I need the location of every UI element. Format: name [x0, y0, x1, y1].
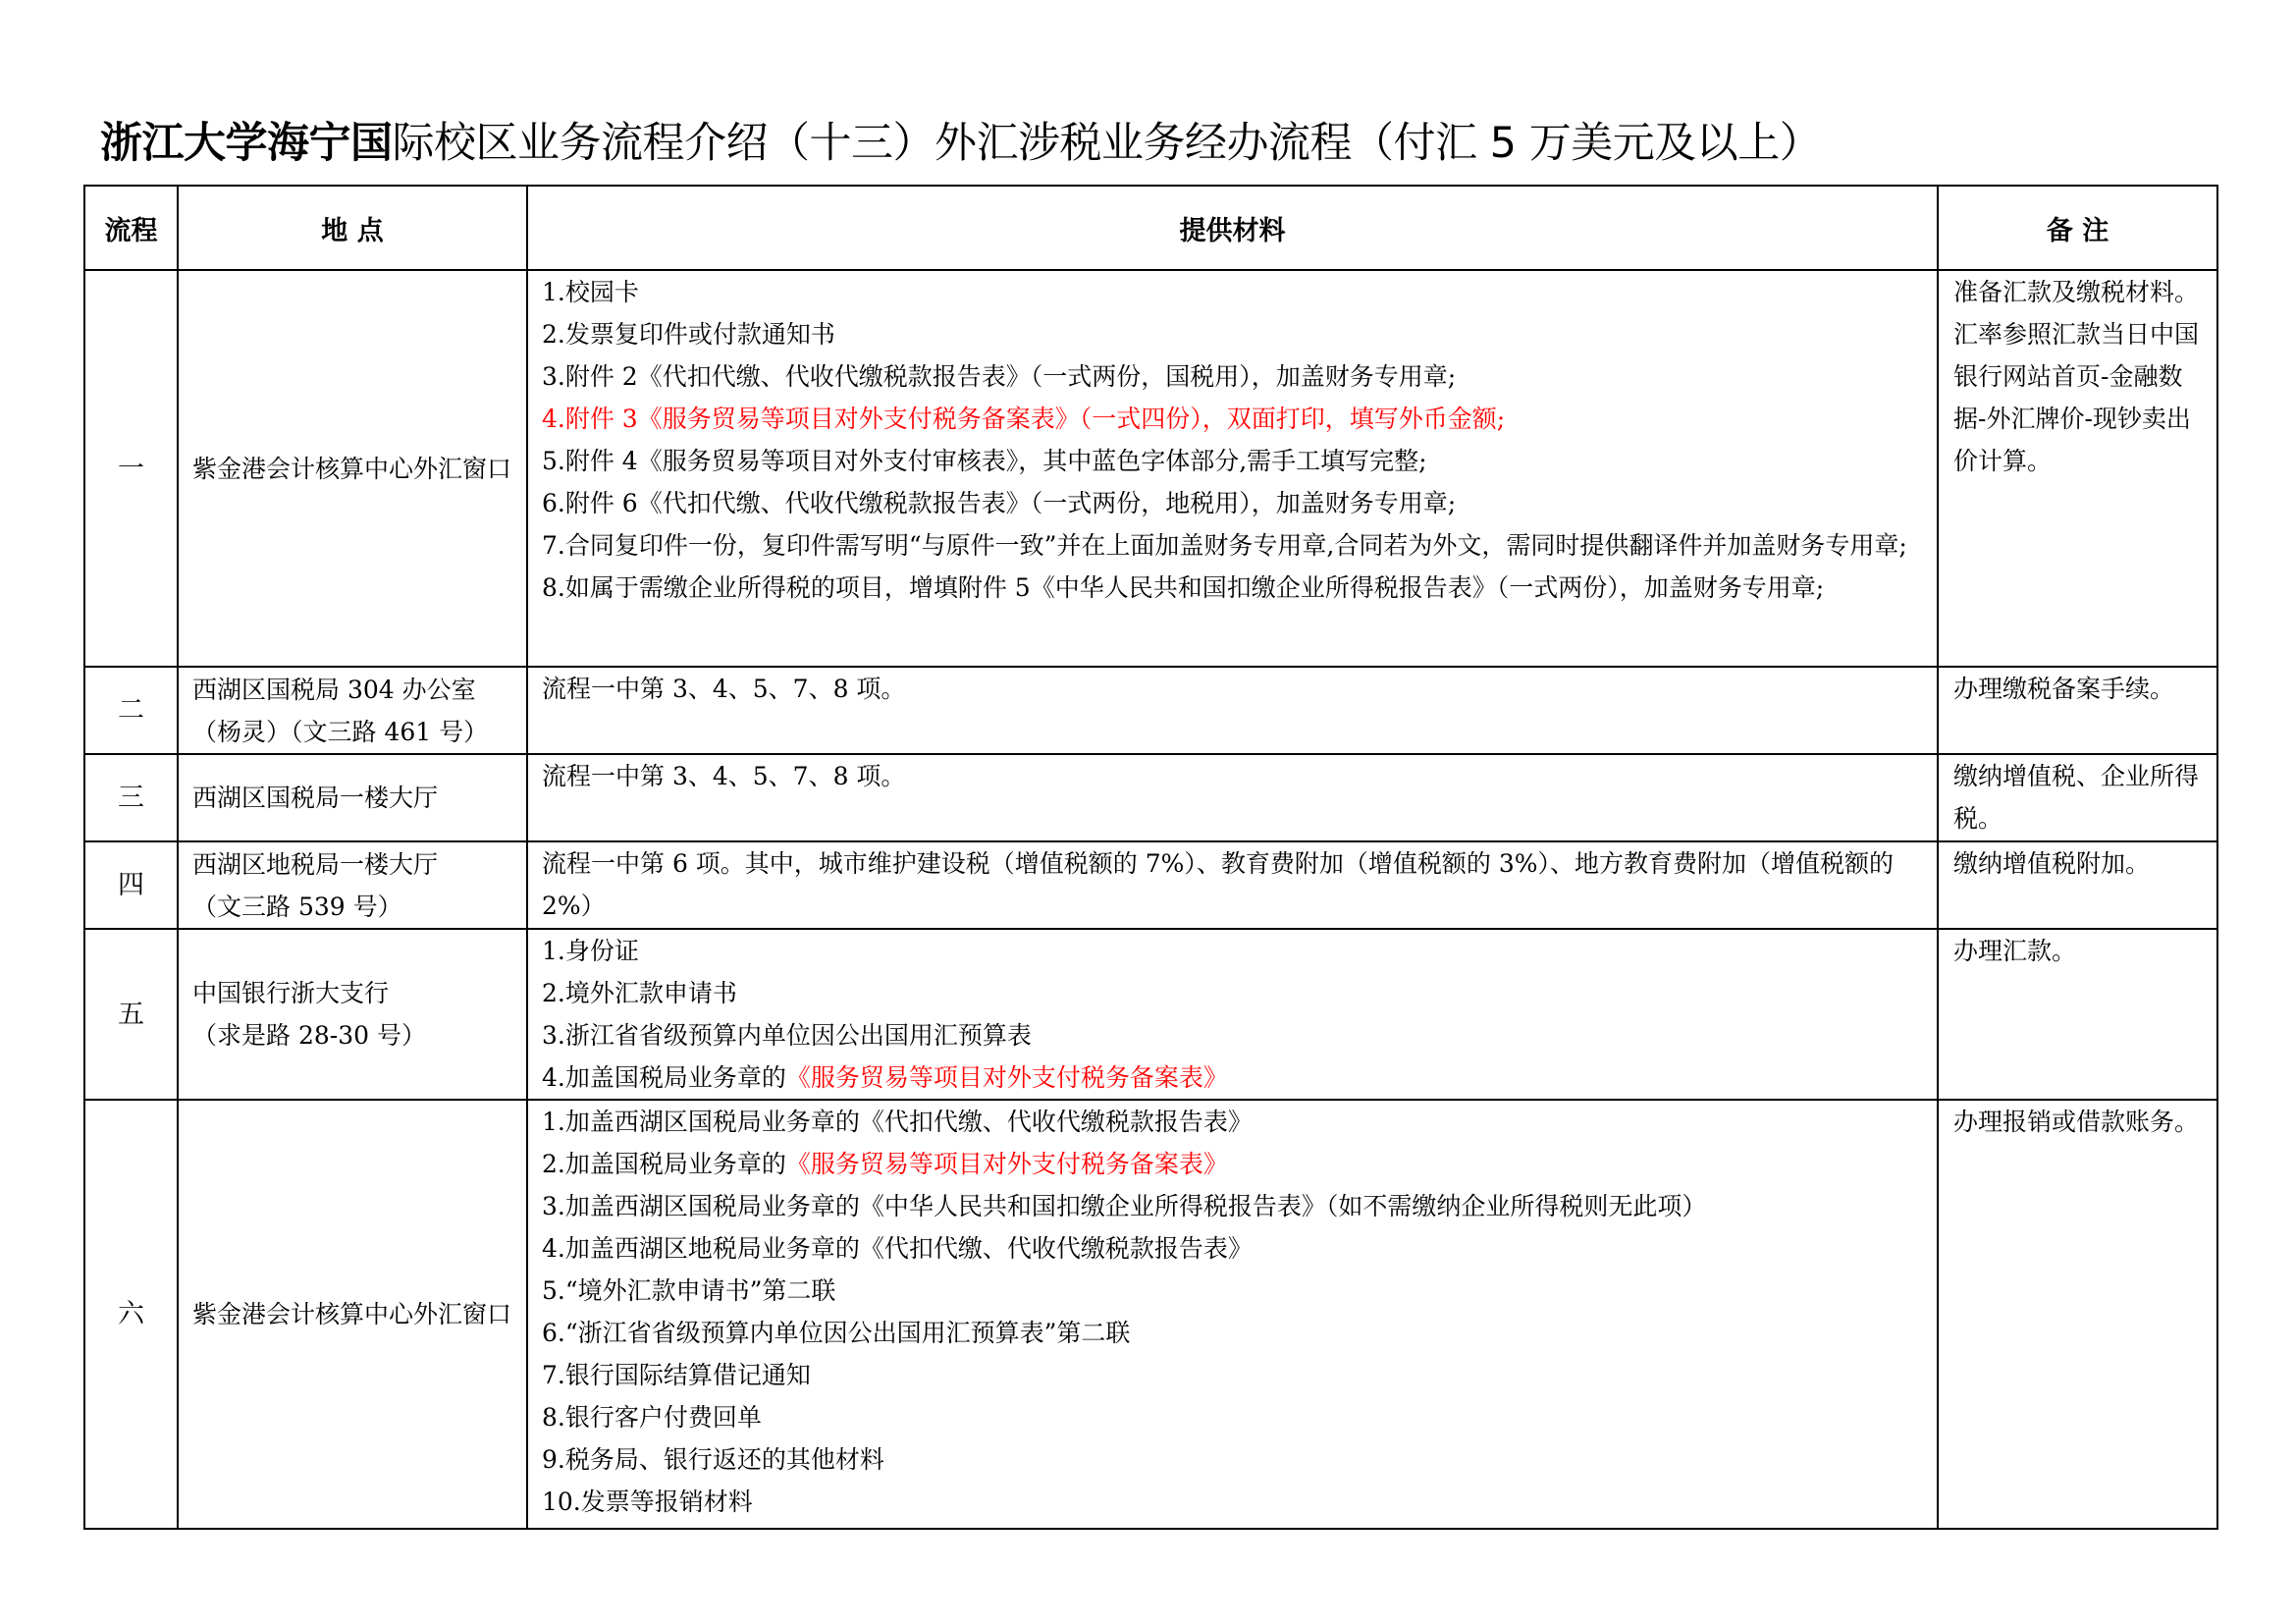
material-item: 7.合同复印件一份，复印件需写明“与原件一致”并在上面加盖财务专用章,合同若为外文，需同时提供翻译件并加盖财务专用章;: [542, 531, 1907, 560]
material-item: 5.附件 4《服务贸易等项目对外支付审核表》，其中蓝色字体部分,需手工填写完整;: [542, 447, 1427, 475]
material-item: 5.“境外汇款申请书”第二联: [542, 1276, 836, 1305]
header-location: 地 点: [178, 186, 527, 270]
location-line: 西湖区国税局 304 办公室: [192, 675, 476, 704]
notes-cell: 办理汇款。: [1938, 929, 2217, 1100]
step-cell: 二: [84, 667, 178, 754]
material-item: 3.加盖西湖区国税局业务章的《中华人民共和国扣缴企业所得税报告表》（如不需缴纳企业所得税则无此项）: [542, 1192, 1707, 1220]
page-title: [100, 114, 1821, 173]
material-item: 3.附件 2《代扣代缴、代收代缴税款报告表》（一式两份，国税用），加盖财务专用章;: [542, 362, 1457, 391]
material-item-prefix: 2.加盖国税局业务章的: [542, 1150, 786, 1178]
table-row: [84, 667, 2217, 754]
table-row: [84, 754, 2217, 841]
material-item: 8.如属于需缴企业所得税的项目，增填附件 5《中华人民共和国扣缴企业所得税报告表》（一式两份），加盖财务专用章;: [542, 573, 1825, 602]
material-item: 1.校园卡: [542, 278, 639, 306]
material-item: 1.身份证: [542, 937, 639, 965]
materials-cell: [527, 1100, 1938, 1529]
materials-cell: [527, 929, 1938, 1100]
material-item: 1.加盖西湖区国税局业务章的《代扣代缴、代收代缴税款报告表》: [542, 1108, 1253, 1136]
location-line: 中国银行浙大支行: [192, 979, 390, 1007]
step-cell: 六: [84, 1100, 178, 1529]
table-row: [84, 270, 2217, 667]
location-cell: [178, 841, 527, 929]
page-title-rest: 际校区业务流程介绍（十三）外汇涉税业务经办流程（付汇 5 万美元及以上）: [392, 119, 1822, 168]
material-item: 2.发票复印件或付款通知书: [542, 320, 835, 349]
step-cell: 五: [84, 929, 178, 1100]
header-materials: 提供材料: [527, 186, 1938, 270]
location-line: （文三路 539 号）: [192, 892, 402, 921]
materials-cell: 流程一中第 3、4、5、7、8 项。: [527, 667, 1938, 754]
location-line: （求是路 28-30 号）: [192, 1021, 426, 1050]
material-item: 7.银行国际结算借记通知: [542, 1361, 811, 1389]
step-cell: 三: [84, 754, 178, 841]
notes-cell: 办理缴税备案手续。: [1938, 667, 2217, 754]
notes-cell: 办理报销或借款账务。: [1938, 1100, 2217, 1529]
material-item-prefix: 4.加盖国税局业务章的: [542, 1063, 786, 1092]
table-header-row: [84, 186, 2217, 270]
material-item-highlighted: 4.附件 3《服务贸易等项目对外支付税务备案表》（一式四份），双面打印，填写外币金额;: [542, 405, 1506, 433]
materials-cell: 流程一中第 6 项。其中，城市维护建设税（增值税额的 7%）、教育费附加（增值税额的 3%）、地方教育费附加（增值税额的 2%）: [527, 841, 1938, 929]
process-table: [83, 185, 2218, 1530]
location-cell: 紫金港会计核算中心外汇窗口: [178, 270, 527, 667]
page-title-bold: 浙江大学海宁国: [100, 119, 393, 168]
step-cell: 四: [84, 841, 178, 929]
materials-cell: [527, 270, 1938, 667]
location-cell: [178, 929, 527, 1100]
location-cell: 紫金港会计核算中心外汇窗口: [178, 1100, 527, 1529]
material-item: [542, 1143, 1931, 1185]
material-item-highlighted: 《服务贸易等项目对外支付税务备案表》: [785, 1063, 1228, 1092]
notes-cell: 缴纳增值税附加。: [1938, 841, 2217, 929]
table-row: [84, 929, 2217, 1100]
material-item: 10.发票等报销材料: [542, 1488, 753, 1516]
material-item: 8.银行客户付费回单: [542, 1403, 762, 1432]
material-item: 4.加盖西湖区地税局业务章的《代扣代缴、代收代缴税款报告表》: [542, 1234, 1253, 1263]
material-item: 3.浙江省省级预算内单位因公出国用汇预算表: [542, 1021, 1032, 1050]
table-row: [84, 841, 2217, 929]
notes-cell: 缴纳增值税、企业所得税。: [1938, 754, 2217, 841]
material-item: 9.税务局、银行返还的其他材料: [542, 1445, 884, 1474]
materials-cell: 流程一中第 3、4、5、7、8 项。: [527, 754, 1938, 841]
location-cell: 西湖区国税局一楼大厅: [178, 754, 527, 841]
material-item: 6.“浙江省省级预算内单位因公出国用汇预算表”第二联: [542, 1319, 1131, 1347]
header-notes: 备 注: [1938, 186, 2217, 270]
material-item-highlighted: 《服务贸易等项目对外支付税务备案表》: [785, 1150, 1228, 1178]
header-step: 流程: [84, 186, 178, 270]
location-line: （杨灵）（文三路 461 号）: [192, 717, 489, 746]
step-cell: 一: [84, 270, 178, 667]
table-row: [84, 1100, 2217, 1529]
material-item: [542, 1056, 1931, 1099]
material-item: 6.附件 6《代扣代缴、代收代缴税款报告表》（一式两份，地税用），加盖财务专用章;: [542, 489, 1457, 517]
material-item: 2.境外汇款申请书: [542, 979, 737, 1007]
location-line: 西湖区地税局一楼大厅: [192, 849, 439, 879]
notes-cell: 准备汇款及缴税材料。汇率参照汇款当日中国银行网站首页-金融数据-外汇牌价-现钞卖出价计算。: [1938, 270, 2217, 667]
location-cell: [178, 667, 527, 754]
